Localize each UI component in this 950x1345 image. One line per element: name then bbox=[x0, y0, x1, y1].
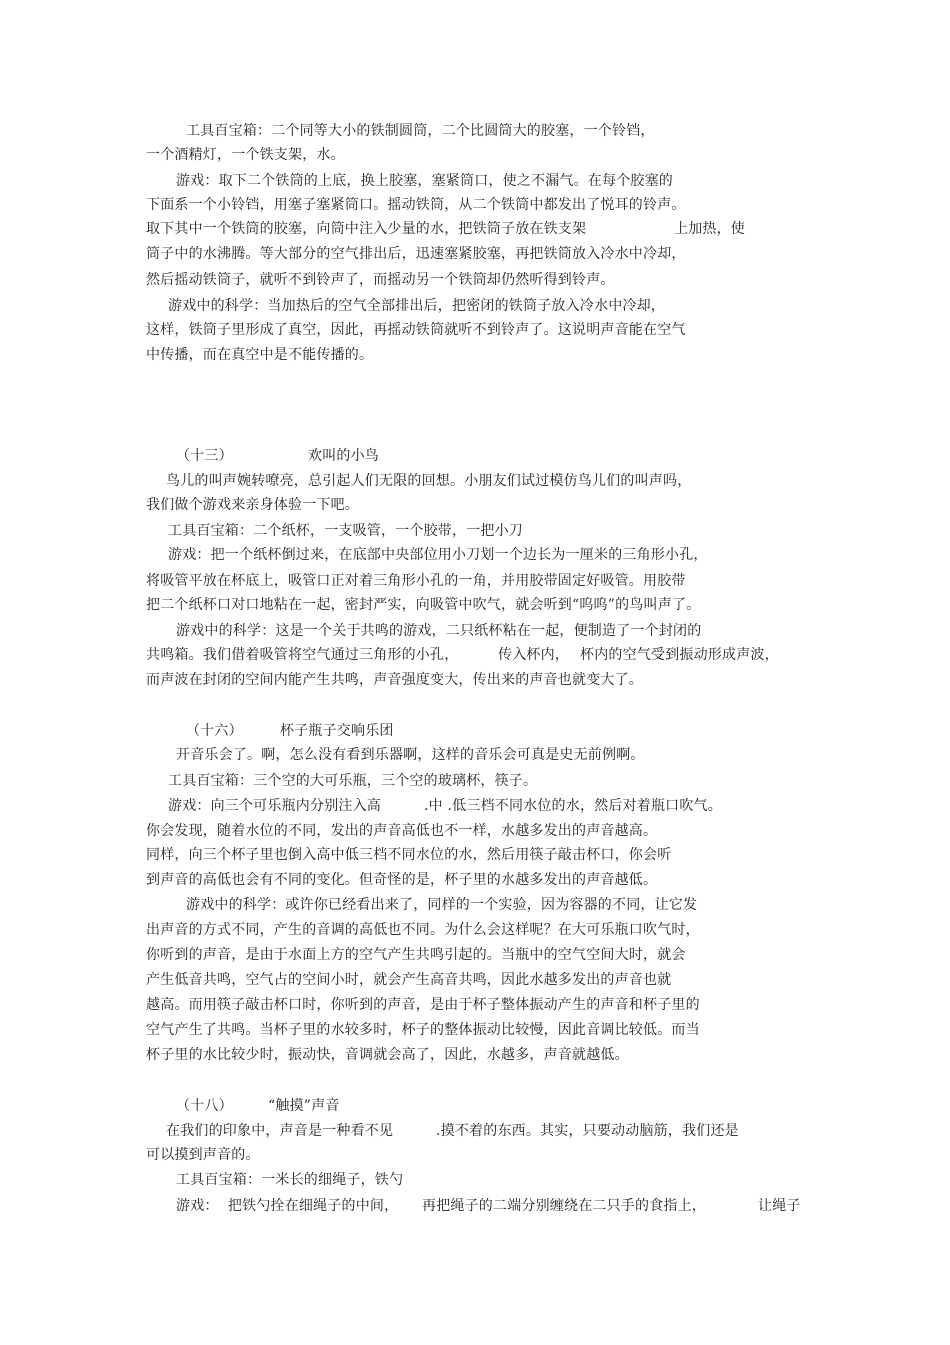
text-line: 工具百宝箱：二个同等大小的铁制圆筒，二个比圆筒大的胶塞，一个铃铛， bbox=[186, 123, 655, 139]
text-line: 下面系一个小铃铛，用塞子塞紧筒口。摇动铁筒，从二个铁筒中都发出了悦耳的铃声。 bbox=[146, 197, 686, 213]
text-line: 把二个纸杯口对口地粘在一起，密封严实，向吸管中吹气，就会听到“呜呜”的鸟叫声了。 bbox=[146, 597, 701, 613]
text-line: 杯内的空气受到振动形成声波， bbox=[580, 647, 779, 663]
text-line: 筒子中的水沸腾。等大部分的空气排出后，迅速塞紧胶塞，再把铁筒放入冷水中冷却， bbox=[146, 246, 686, 262]
text-line: 在我们的印象中，声音是一种看不见 bbox=[166, 1123, 394, 1139]
section-title: 欢叫的小鸟 bbox=[308, 448, 379, 464]
text-line: 杯子里的水比较少时，振动快，音调就会高了，因此，水越多，声音就越低。 bbox=[146, 1047, 629, 1063]
text-line: 让绳子 bbox=[758, 1198, 801, 1214]
text-line: 鸟儿的叫声婉转嘹亮，总引起人们无限的回想。小朋友们试过模仿鸟儿们的叫声吗， bbox=[166, 473, 692, 489]
text-line: 开音乐会了。啊，怎么没有看到乐器啊，这样的音乐会可真是史无前例啊。 bbox=[176, 747, 645, 763]
text-line: .中 .低三档不同水位的水，然后对着瓶口吹气。 bbox=[424, 798, 722, 814]
text-line: 产生低音共鸣，空气占的空间小时，就会产生高音共鸣，因此水越多发出的声音也就 bbox=[146, 972, 672, 988]
text-line: 将吸管平放在杯底上，吸管口正对着三角形小孔的一角，并用胶带固定好吸管。用胶带 bbox=[146, 573, 686, 589]
text-line: 这样，铁筒子里形成了真空，因此，再摇动铁筒就听不到铃声了。这说明声音能在空气 bbox=[146, 322, 686, 338]
text-line: 游戏中的科学：当加热后的空气全部排出后，把密闭的铁筒子放入冷水中冷却， bbox=[168, 298, 665, 314]
text-line: 游戏：把一个纸杯倒过来，在底部中央部位用小刀划一个边长为一厘米的三角形小孔， bbox=[168, 547, 708, 563]
section-title: “触摸”声音 bbox=[268, 1098, 340, 1114]
section-number: （十三） bbox=[176, 448, 233, 464]
text-line: 游戏中的科学：这是一个关于共鸣的游戏，二只纸杯粘在一起，便制造了一个封闭的 bbox=[176, 623, 702, 639]
text-line: 工具百宝箱：三个空的大可乐瓶，三个空的玻璃杯，筷子。 bbox=[168, 773, 538, 789]
text-line: 空气产生了共鸣。当杯子里的水较多时，杯子的整体振动比较慢，因此音调比较低。而当 bbox=[146, 1022, 700, 1038]
text-line: 而声波在封闭的空间内能产生共鸣，声音强度变大，传出来的声音也就变大了。 bbox=[146, 672, 643, 688]
text-line: 一个酒精灯，一个铁支架，水。 bbox=[146, 147, 345, 163]
text-line: 取下其中一个铁筒的胶塞，向筒中注入少量的水，把铁筒子放在铁支架 bbox=[146, 221, 587, 237]
text-line: 工具百宝箱：二个纸杯，一支吸管，一个胶带，一把小刀 bbox=[168, 523, 523, 539]
text-line: .摸不着的东西。其实，只要动动脑筋，我们还是 bbox=[436, 1123, 739, 1139]
text-line: 可以摸到声音的。 bbox=[146, 1147, 260, 1163]
text-line: 你听到的声音，是由于水面上方的空气产生共鸣引起的。当瓶中的空气空间大时，就会 bbox=[146, 947, 686, 963]
text-line: 游戏：向三个可乐瓶内分别注入高 bbox=[168, 798, 381, 814]
text-line: 然后摇动铁筒子，就听不到铃声了，而摇动另一个铁筒却仍然听得到铃声。 bbox=[146, 272, 615, 288]
text-line: 传入杯内， bbox=[498, 647, 569, 663]
text-line: 共鸣箱。我们借着吸管将空气通过三角形的小孔， bbox=[146, 647, 459, 663]
text-line: 上加热，使 bbox=[674, 221, 745, 237]
text-line: 再把绳子的二端分别缠绕在二只手的食指上， bbox=[422, 1198, 706, 1214]
text-line: 工具百宝箱：一米长的细绳子，铁勺 bbox=[176, 1172, 404, 1188]
section-number: （十八） bbox=[176, 1098, 233, 1114]
text-line: 游戏：取下二个铁筒的上底，换上胶塞，塞紧筒口，使之不漏气。在每个胶塞的 bbox=[176, 173, 673, 189]
text-line: 你会发现，随着水位的不同，发出的声音高低也不一样，水越多发出的声音越高。 bbox=[146, 823, 658, 839]
text-line: 同样，向三个杯子里也倒入高中低三档不同水位的水，然后用筷子敲击杯口，你会听 bbox=[146, 847, 672, 863]
text-line: 游戏： 把铁勺拴在细绳子的中间， bbox=[176, 1198, 399, 1214]
section-number: （十六） bbox=[186, 723, 243, 739]
section-title: 杯子瓶子交响乐团 bbox=[280, 723, 394, 739]
text-line: 游戏中的科学：或许你已经看出来了，同样的一个实验，因为容器的不同，让它发 bbox=[186, 897, 698, 913]
text-line: 中传播，而在真空中是不能传播的。 bbox=[146, 347, 374, 363]
text-line: 到声音的高低也会有不同的变化。但奇怪的是，杯子里的水越多发出的声音越低。 bbox=[146, 872, 658, 888]
text-line: 我们做个游戏来亲身体验一下吧。 bbox=[146, 497, 359, 513]
text-line: 出声音的方式不同，产生的音调的高低也不同。为什么会这样呢？在大可乐瓶口吹气时， bbox=[146, 922, 700, 938]
text-line: 越高。而用筷子敲击杯口时，你听到的声音，是由于杯子整体振动产生的声音和杯子里的 bbox=[146, 997, 700, 1013]
